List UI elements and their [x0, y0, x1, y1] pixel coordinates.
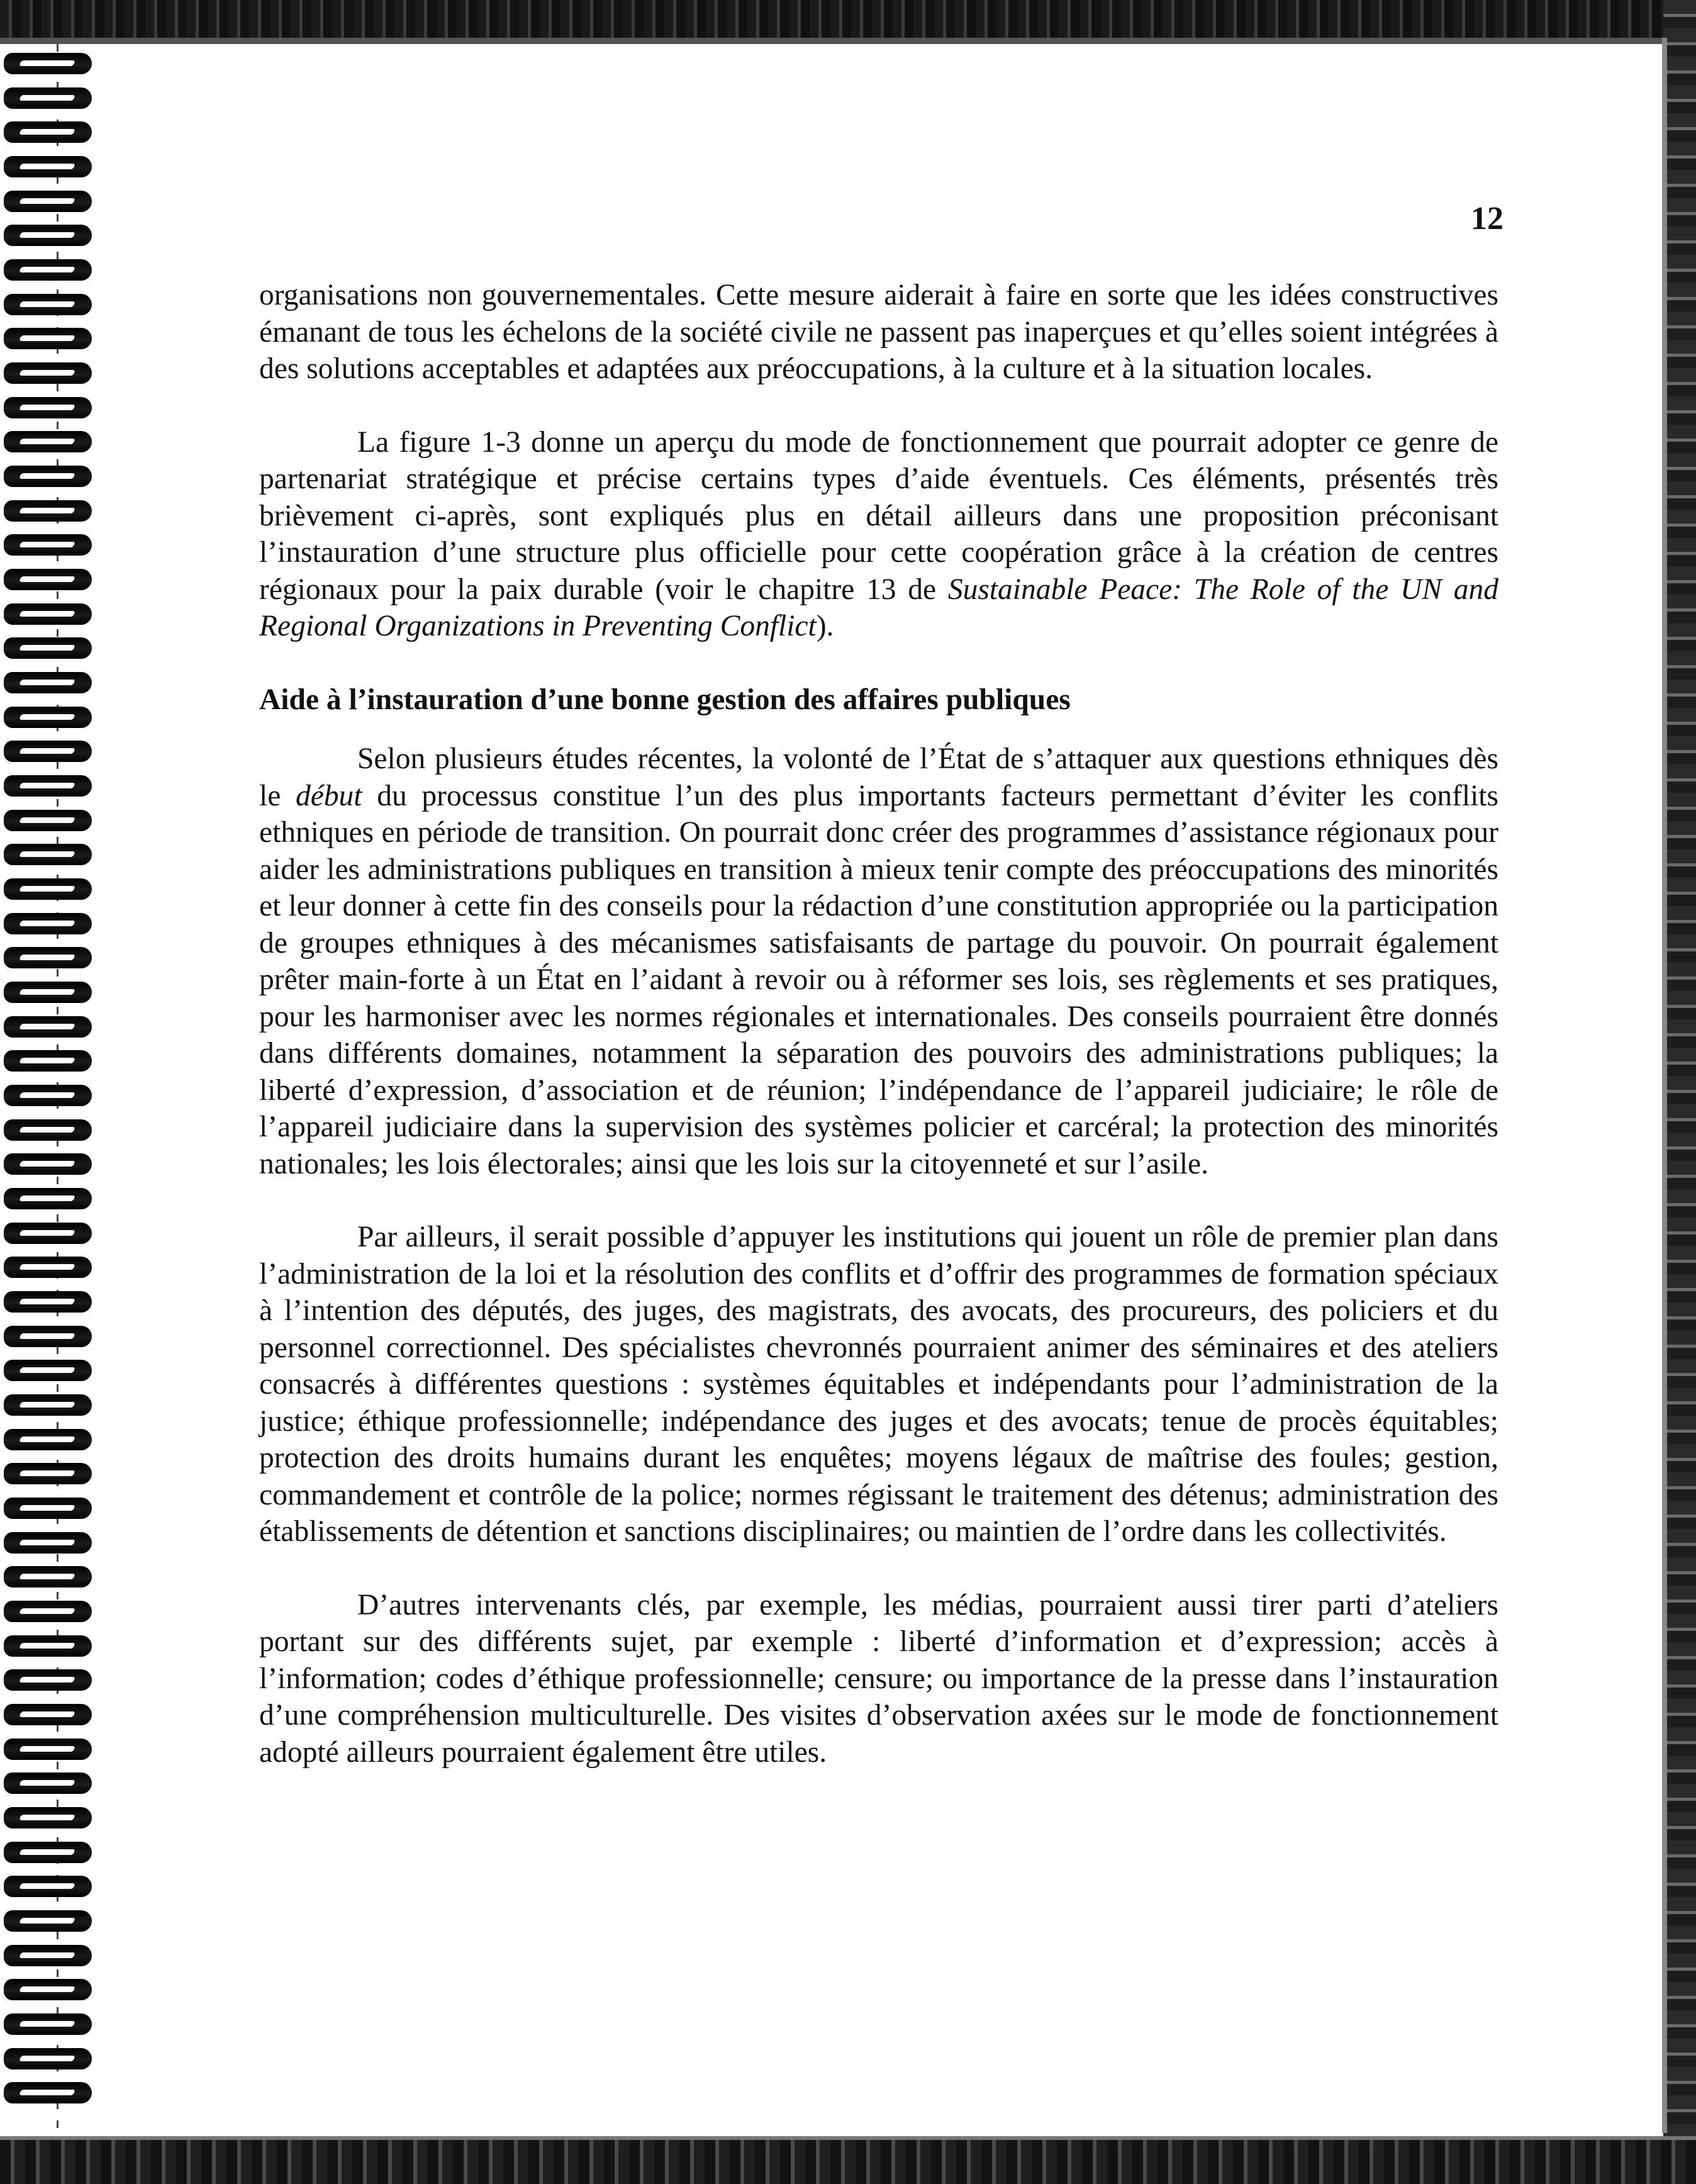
- scan-edge-bottom: [0, 2136, 1696, 2140]
- binding-coil: [4, 982, 92, 1003]
- paragraph-continued: organisations non gouvernementales. Cette mesure aiderait à faire en sorte que les idées constructives émanant de tous les échelons de la société civile ne passent pas inaperçues et qu’elles soient intégrées à des solutions acceptables et adaptées aux préoccupations, à la culture et à la situation locales.: [259, 279, 1498, 385]
- binding-coil: [4, 1153, 92, 1175]
- binding-coil: [4, 1979, 92, 2000]
- paragraph-text: La figure 1-3 donne un aperçu du mode de fonctionnement que pourrait adopter ce genre de partenariat stratégique et précise certains types d’aide éventuels. Ces éléments, présentés très brièvement ci-après, sont expliqués plus en détail ailleurs dans une proposition préconisant l’instauration d’une structure plus officielle pour cette coopération grâce à la création de centres régionaux pour la paix durable (voir le chapitre 13 de: [259, 425, 1498, 606]
- binding-coil: [4, 1119, 92, 1141]
- scan-border-right: [1663, 0, 1696, 2184]
- scan-edge-top: [0, 38, 1696, 44]
- binding-coil: [4, 1772, 92, 1794]
- spiral-binding: [0, 44, 101, 2133]
- binding-coil: [4, 466, 92, 487]
- binding-coil: [4, 913, 92, 934]
- binding-coil: [4, 1739, 92, 1760]
- paragraph-figure-reference: [259, 424, 1498, 645]
- document-body: [259, 277, 1498, 1771]
- binding-coil: [4, 225, 92, 246]
- binding-coil: [4, 397, 92, 418]
- binding-coil: [4, 121, 92, 143]
- scan-edge-right: [1662, 38, 1667, 2133]
- binding-coil: [4, 500, 92, 522]
- binding-coil: [4, 1326, 92, 1347]
- binding-coil: [4, 1669, 92, 1691]
- binding-coil: [4, 775, 92, 797]
- binding-coil: [4, 1704, 92, 1725]
- binding-coil: [4, 1257, 92, 1278]
- binding-coil: [4, 1016, 92, 1038]
- binding-coil: [4, 259, 92, 281]
- binding-coil: [4, 1394, 92, 1416]
- binding-coil: [4, 191, 92, 212]
- scan-border-top: [0, 0, 1696, 43]
- binding-coil: [4, 1910, 92, 1932]
- binding-coil: [4, 1291, 92, 1313]
- binding-coil: [4, 1807, 92, 1828]
- paragraph-text: Selon plusieurs études récentes, la volonté de l’État de s’attaquer aux questions ethniques dès le: [259, 742, 1498, 812]
- binding-coil: [4, 637, 92, 659]
- binding-coil: [4, 1842, 92, 1863]
- page-number: 12: [1471, 201, 1504, 237]
- section-heading: Aide à l’instauration d’une bonne gestion des affaires publiques: [259, 683, 1071, 716]
- binding-coil: [4, 1223, 92, 1244]
- binding-coil: [4, 844, 92, 865]
- paragraph-text: ).: [816, 610, 834, 642]
- binding-coil: [4, 1635, 92, 1657]
- binding-coil: [4, 2013, 92, 2035]
- paragraph-institutions: Par ailleurs, il serait possible d’appuyer les institutions qui jouent un rôle de premier plan dans l’administration de la loi et la résolution des conflits et d’offrir des programmes de formation spéciaux à l’intention des députés, des juges, des magistrats, des avocats, des procureurs, des policiers et du personnel correctionnel. Des spécialistes chevronnés pourraient animer des séminaires et des ateliers consacrés à différentes questions : systèmes équitables et indépendants pour l’administration de la justice; éthique professionnelle; indépendance des juges et des avocats; tenue de procès équitables; protection des droits humains durant les enquêtes; moyens légaux de maîtrise des foules; gestion, commandement et contrôle de la police; normes régissant le traitement des détenus; administration des établissements de détention et sanctions disciplinaires; ou maintien de l’ordre dans les collectivités.: [259, 1221, 1498, 1548]
- binding-coil: [4, 1498, 92, 1519]
- paragraph-media: D’autres intervenants clés, par exemple, les médias, pourraient aussi tirer parti d’ateliers portant sur des différents sujet, par exemple : liberté d’information et d’expression; accès à l’information; codes d’éthique professionnelle; censure; ou importance de la presse dans l’instauration d’une compréhension multiculturelle. Des visites d’observation axées sur le mode de fonctionnement adopté ailleurs pourraient également être utiles.: [259, 1588, 1498, 1769]
- binding-coil: [4, 810, 92, 831]
- binding-coil: [4, 1360, 92, 1381]
- binding-coil: [4, 1085, 92, 1106]
- paragraph-governance: [259, 741, 1498, 1182]
- book-title: Sustainable Peace: The Role of the UN and Regional Organizations in Preventing Conflict: [259, 573, 1498, 642]
- binding-coil: [4, 707, 92, 728]
- binding-coil: [4, 1876, 92, 1897]
- binding-coil: [4, 87, 92, 109]
- binding-coil: [4, 328, 92, 349]
- binding-coil: [4, 1566, 92, 1588]
- emphasized-word: début: [295, 779, 362, 812]
- binding-coil: [4, 156, 92, 177]
- binding-coil: [4, 878, 92, 900]
- binding-coil: [4, 2048, 92, 2069]
- binding-coil: [4, 1532, 92, 1554]
- binding-coil: [4, 741, 92, 762]
- binding-coil: [4, 569, 92, 590]
- binding-coil: [4, 431, 92, 452]
- binding-coil: [4, 1050, 92, 1072]
- paragraph-text: du processus constitue l’un des plus importants facteurs permettant d’éviter les conflits ethniques en période de transition. On pourrait donc créer des programmes d’assistance régionaux pour aider les administrations publiques en transition à mieux tenir compte des préoccupations des minorités et leur donner à cette fin des conseils pour la rédaction d’une constitution appropriée ou la participation de groupes ethniques à des mécanismes satisfaisants de partage du pouvoir. On pourrait également prêter main-forte à un État en l’aidant à revoir ou à réformer ses lois, ses règlements et ses pratiques, pour les harmoniser avec les normes régionales et internationales. Des conseils pourraient être donnés dans différents domaines, notamment la séparation des pouvoirs des administrations publiques; la liberté d’expression, d’association et de réunion; l’indépendance de l’appareil judiciaire; le rôle de l’appareil judiciaire dans la supervision des systèmes policier et carcéral; la protection des minorités nationales; les lois électorales; ainsi que les lois sur la citoyenneté et sur l’asile.: [259, 779, 1498, 1180]
- binding-coil: [4, 1429, 92, 1450]
- binding-coil: [4, 1188, 92, 1209]
- binding-coil: [4, 294, 92, 315]
- binding-coil: [4, 1945, 92, 1966]
- scan-border-bottom: [0, 2137, 1696, 2184]
- binding-coil: [4, 362, 92, 384]
- binding-coil: [4, 2082, 92, 2103]
- binding-coil: [4, 672, 92, 693]
- binding-coil: [4, 53, 92, 74]
- binding-coil: [4, 1601, 92, 1622]
- binding-coil: [4, 947, 92, 968]
- binding-coil: [4, 1463, 92, 1484]
- binding-coil: [4, 534, 92, 556]
- binding-coil: [4, 603, 92, 625]
